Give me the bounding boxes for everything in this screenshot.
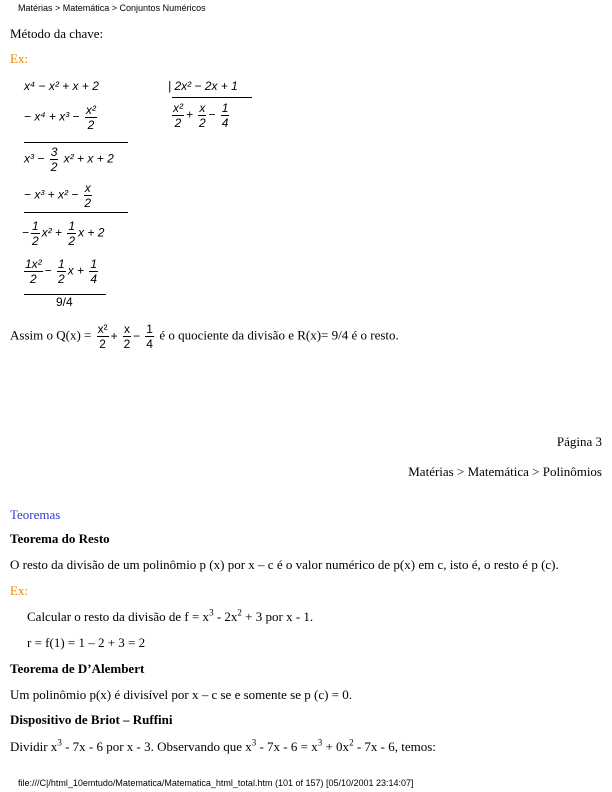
briot-title: Dispositivo de Briot – Ruffini — [10, 712, 173, 727]
resto-text: O resto da divisão de um polinômio p (x) por x – c é o valor numérico de p(x) em c, isto é, o resto é p (c). — [10, 557, 559, 572]
step4: − $\frac{1}{2}$ x² + $\frac{1}{2}$ x + 2 — [22, 219, 105, 248]
page-breadcrumb: Matérias > Matemática > Polinômios — [408, 464, 602, 479]
calc-line: Calcular o resto da divisão de $f = x^3 - 2x^2 + 3$ por x - 1. — [27, 607, 314, 624]
example-label-2: Ex: — [10, 583, 29, 598]
r-line: r = f(1) = 1 – 2 + 3 = 2 — [27, 635, 146, 650]
step5: $\frac{\text{1x²}}{2}$ − $\frac{1}{2}$ x + $\frac{1}{4}$ — [25, 257, 98, 286]
remainder: 9/4 — [56, 295, 73, 309]
example-label: Ex: — [10, 51, 29, 66]
rule2 — [24, 212, 128, 213]
conclusion: Assim o Q(x) = $\frac{\text{x²}}{2}$ + $\frac{x}{2}$ − $\frac{1}{4}$ é o quociente da divisão e R(x)= 9/4 é o resto. — [10, 322, 399, 351]
divisor-line — [172, 97, 252, 98]
resto-title: Teorema do Resto — [10, 531, 110, 546]
step1: − x⁴ + x³ − $\frac{\text{x²}}{2}$ — [24, 103, 96, 132]
briot-text: Dividir $x^3 - 7x - 6$ por x - 3. Observando que $x^3 - 7x - 6 = x^3 + 0x^2 - 7x - 6$, temos: — [10, 737, 436, 754]
method-title: Método da chave: — [10, 26, 104, 41]
page-number: Página 3 — [556, 434, 602, 449]
step2: x³ − $\frac{3}{2}$ x² + x + 2 — [24, 145, 114, 174]
footer-path: file:///C|/html_10emtudo/Matematica/Matematica_html_total.htm (101 of 157) [05/10/2001 23:14:07] — [18, 778, 414, 788]
rule1 — [24, 142, 128, 143]
divisor: | 2x² − 2x + 1 — [168, 79, 238, 93]
breadcrumb: Matérias > Matemática > Conjuntos Numéricos — [18, 3, 206, 13]
teoremas-heading: Teoremas — [10, 507, 61, 522]
step3: − x³ + x² − $\frac{x}{2}$ — [24, 181, 92, 210]
dalembert-text: Um polinômio p(x) é divisível por x – c se e somente se p (c) = 0. — [10, 687, 353, 702]
dividend: x⁴ − x² + x + 2 — [24, 79, 99, 93]
quotient: $\frac{\text{x²}}{2}$ + $\frac{x}{2}$ − $\frac{1}{4}$ — [173, 101, 229, 130]
dalembert-title: Teorema de D’Alembert — [10, 661, 145, 676]
